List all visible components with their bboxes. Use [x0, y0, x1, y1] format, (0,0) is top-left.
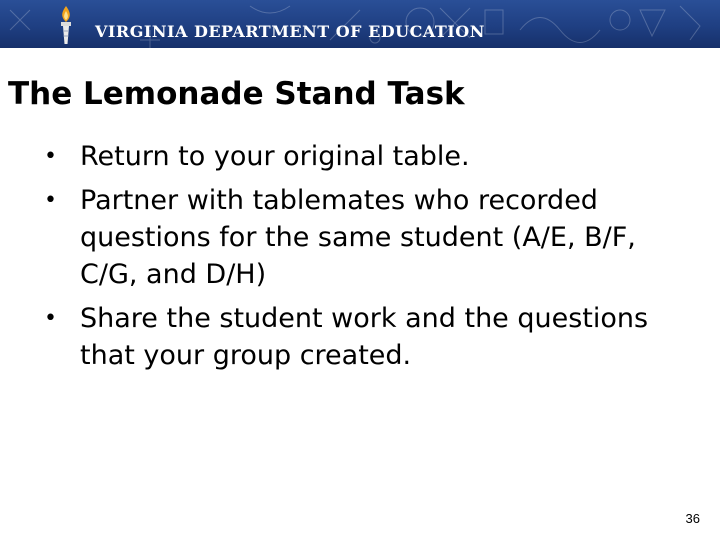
bullet-icon: •	[44, 144, 57, 169]
bullet-text: Share the student work and the questions that your group created.	[80, 303, 649, 371]
torch-icon	[55, 4, 77, 46]
bullet-item	[44, 300, 684, 374]
header-banner	[0, 0, 720, 48]
bullet-icon: •	[44, 306, 57, 331]
bullet-text: Return to your original table.	[80, 141, 470, 172]
bullet-item	[44, 138, 684, 175]
bullet-item	[44, 182, 684, 293]
page-number: 36	[685, 511, 700, 526]
slide-title: The Lemonade Stand Task	[8, 76, 465, 112]
bullet-list	[44, 138, 684, 381]
organization-name: VIRGINIA DEPARTMENT OF EDUCATION	[95, 22, 485, 41]
bullet-icon: •	[44, 188, 57, 213]
bullet-text: Partner with tablemates who recorded questions for the same student (A/E, B/F, C/G, and D/H)	[80, 185, 636, 290]
